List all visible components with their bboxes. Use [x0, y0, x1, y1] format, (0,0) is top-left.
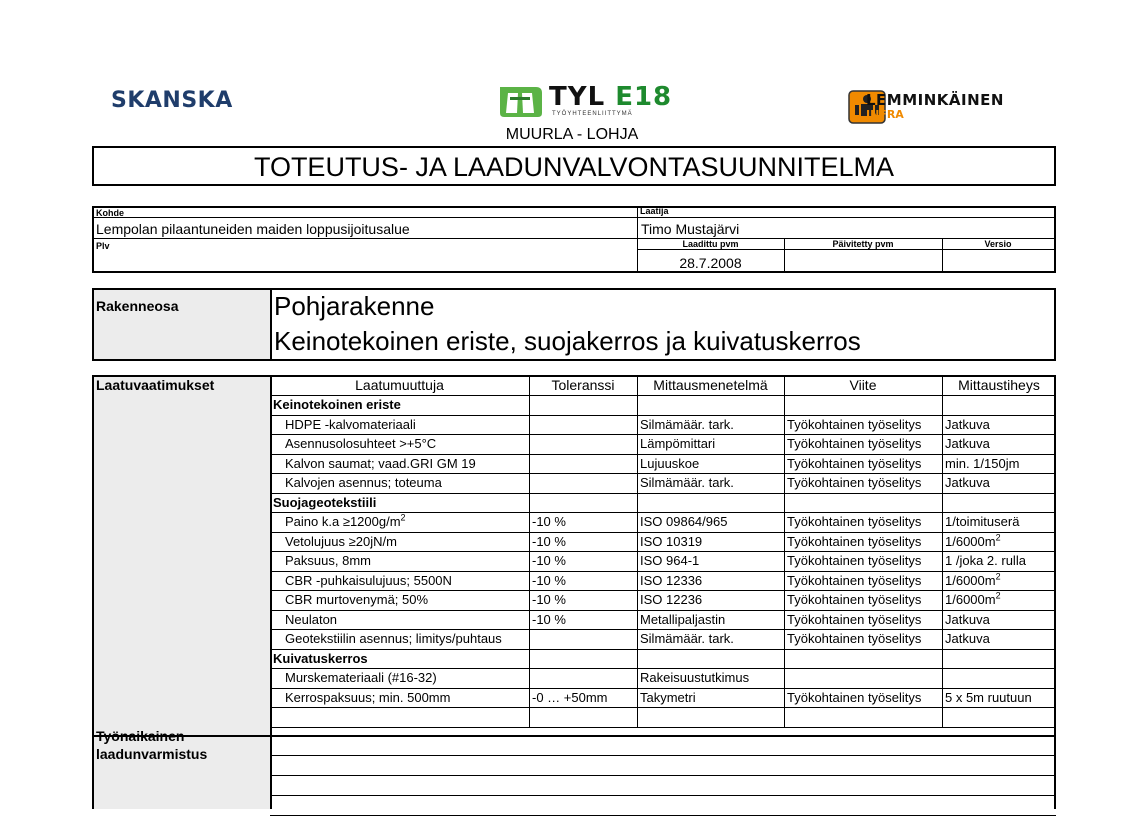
- laatija-value: Timo Mustajärvi: [641, 221, 740, 237]
- row-method: Lämpömittari: [640, 436, 716, 451]
- row-tolerance: -10 %: [532, 514, 566, 529]
- row-frequency: $1/6000m^2$: [945, 532, 1001, 549]
- row-reference: Työkohtainen työselitys: [787, 455, 922, 471]
- row-name: Neulaton: [285, 611, 338, 627]
- row-method: ISO 964-1: [640, 553, 700, 568]
- table-rule: [270, 795, 1056, 796]
- row-method: ISO 12236: [640, 592, 703, 607]
- table-rule: [1054, 375, 1056, 809]
- skanska-logo: SKANSKA: [111, 88, 233, 113]
- tyl-e18-logo-text: [549, 83, 672, 111]
- table-rule: [270, 755, 1056, 756]
- category-label: Suojageotekstiili: [273, 494, 377, 510]
- row-method: Lujuuskoe: [640, 455, 700, 471]
- row-method: ISO 12336: [640, 572, 703, 588]
- column-header: Mittaustiheys: [958, 377, 1040, 393]
- row-tolerance: -0 … +50mm: [532, 689, 608, 705]
- row-name: Asennusolosuhteet >+5°C: [285, 436, 437, 451]
- tyl-logo-word: TYL: [549, 82, 606, 112]
- rakenneosa-line2: Keinotekoinen eriste, suojakerros ja kuivatuskerros: [274, 326, 861, 356]
- row-frequency: Jatkuva: [945, 475, 990, 490]
- row-method: ISO 10319: [640, 533, 703, 549]
- rakenneosa-line1: Pohjarakenne: [274, 291, 435, 321]
- row-tolerance: -10 %: [532, 553, 566, 568]
- row-reference: Työkohtainen työselitys: [787, 572, 922, 588]
- rakenneosa-label: Rakenneosa: [96, 298, 179, 314]
- lemminkainen-logo-subtitle: INFRA: [866, 108, 904, 121]
- table-rule: [270, 375, 272, 809]
- kohde-value: Lempolan pilaantuneiden maiden loppusijoitusalue: [96, 221, 410, 237]
- row-name: Paksuus, 8mm: [285, 553, 371, 568]
- row-name: Vetolujuus ≥20jN/m: [285, 533, 397, 549]
- column-header: Laatumuuttuja: [355, 377, 444, 393]
- row-tolerance: -10 %: [532, 592, 566, 607]
- row-frequency: $1/6000m^2$: [945, 571, 1001, 588]
- row-frequency: Jatkuva: [945, 611, 990, 627]
- row-reference: Työkohtainen työselitys: [787, 514, 922, 529]
- row-tolerance: -10 %: [532, 611, 566, 627]
- row-name: Kerrospaksuus; min. 500mm: [285, 689, 451, 705]
- row-method: ISO 09864/965: [640, 514, 728, 529]
- plv-label: Plv: [96, 241, 110, 251]
- row-reference: Työkohtainen työselitys: [787, 689, 922, 705]
- e18-logo-word: E18: [615, 82, 673, 112]
- row-reference: Työkohtainen työselitys: [787, 611, 922, 627]
- row-name: Paino $k.a \ge 1200g/m^2$: [285, 512, 406, 529]
- row-tolerance: -10 %: [532, 533, 566, 549]
- row-frequency: 5 x 5m ruutuun: [945, 689, 1032, 705]
- row-name: Geotekstiilin asennus; limitys/puhtaus: [285, 631, 502, 646]
- category-label: Keinotekoinen eriste: [273, 397, 401, 412]
- row-method: Takymetri: [640, 689, 696, 705]
- document-title: TOTEUTUS- JA LAADUNVALVONTASUUNNITELMA: [253, 152, 895, 182]
- column-header: Toleranssi: [551, 377, 615, 393]
- row-frequency: $1/6000m^2$: [945, 590, 1001, 607]
- row-reference: Työkohtainen työselitys: [787, 553, 922, 568]
- row-reference: Työkohtainen työselitys: [787, 475, 922, 490]
- row-name: CBR murtovenymä; 50%: [285, 592, 429, 607]
- table-rule: [270, 707, 1056, 708]
- row-tolerance: -10 %: [532, 572, 566, 588]
- row-frequency: Jatkuva: [945, 631, 990, 646]
- laadittu-pvm-value: 28.7.2008: [679, 255, 742, 271]
- document-title-box: [92, 146, 1056, 186]
- row-name: CBR -puhkaisulujuus; 5500N: [285, 572, 452, 588]
- row-method: Silmämäär. tark.: [640, 475, 734, 490]
- row-frequency: 1/toimituserä: [945, 514, 1020, 529]
- paivitetty-pvm-label: Päivitetty pvm: [832, 239, 894, 249]
- kohde-label: Kohde: [96, 208, 124, 218]
- table-rule: [92, 735, 1056, 737]
- laatija-label: Laatija: [640, 206, 669, 216]
- row-method: Rakeisuustutkimus: [640, 670, 750, 685]
- row-method: Silmämäär. tark.: [640, 631, 734, 646]
- tyonaikainen-label-line2: laadunvarmistus: [96, 746, 208, 762]
- row-method: Metallipaljastin: [640, 611, 726, 627]
- tyl-logo-subtitle: TYÖYHTEENLIITTYMÄ: [552, 111, 633, 117]
- row-frequency: Jatkuva: [945, 416, 990, 432]
- row-reference: Työkohtainen työselitys: [787, 592, 922, 607]
- tyonaikainen-label-line1: Työnaikainen: [96, 728, 185, 744]
- row-method: Silmämäär. tark.: [640, 416, 734, 432]
- table-rule: [270, 775, 1056, 776]
- column-header: Viite: [849, 377, 877, 393]
- row-frequency: min. 1/150jm: [945, 455, 1020, 471]
- row-reference: Työkohtainen työselitys: [787, 436, 922, 451]
- table-rule: [92, 375, 94, 809]
- row-reference: Työkohtainen työselitys: [787, 416, 922, 432]
- laatuvaatimukset-label: Laatuvaatimukset: [96, 377, 215, 393]
- lemminkainen-logo-text: LEMMINKÄINEN: [866, 91, 1004, 109]
- row-name: Kalvojen asennus; toteuma: [285, 475, 442, 490]
- row-reference: Työkohtainen työselitys: [787, 533, 922, 549]
- tyl-e18-logo-icon: [496, 83, 546, 119]
- row-frequency: Jatkuva: [945, 436, 990, 451]
- table-rule: [270, 727, 1056, 728]
- row-name: Murskemateriaali (#16-32): [285, 670, 437, 685]
- project-name: MUURLA - LOHJA: [505, 126, 639, 143]
- versio-label: Versio: [984, 239, 1012, 249]
- category-label: Kuivatuskerros: [273, 650, 368, 666]
- table-rule: [270, 815, 1056, 816]
- row-name: Kalvon saumat; vaad.GRI GM 19: [285, 455, 476, 471]
- row-frequency: 1 /joka 2. rulla: [945, 553, 1026, 568]
- row-reference: Työkohtainen työselitys: [787, 631, 922, 646]
- row-name: HDPE -kalvomateriaali: [285, 416, 416, 432]
- laadittu-pvm-label: Laadittu pvm: [682, 239, 739, 249]
- column-header: Mittausmenetelmä: [653, 377, 768, 393]
